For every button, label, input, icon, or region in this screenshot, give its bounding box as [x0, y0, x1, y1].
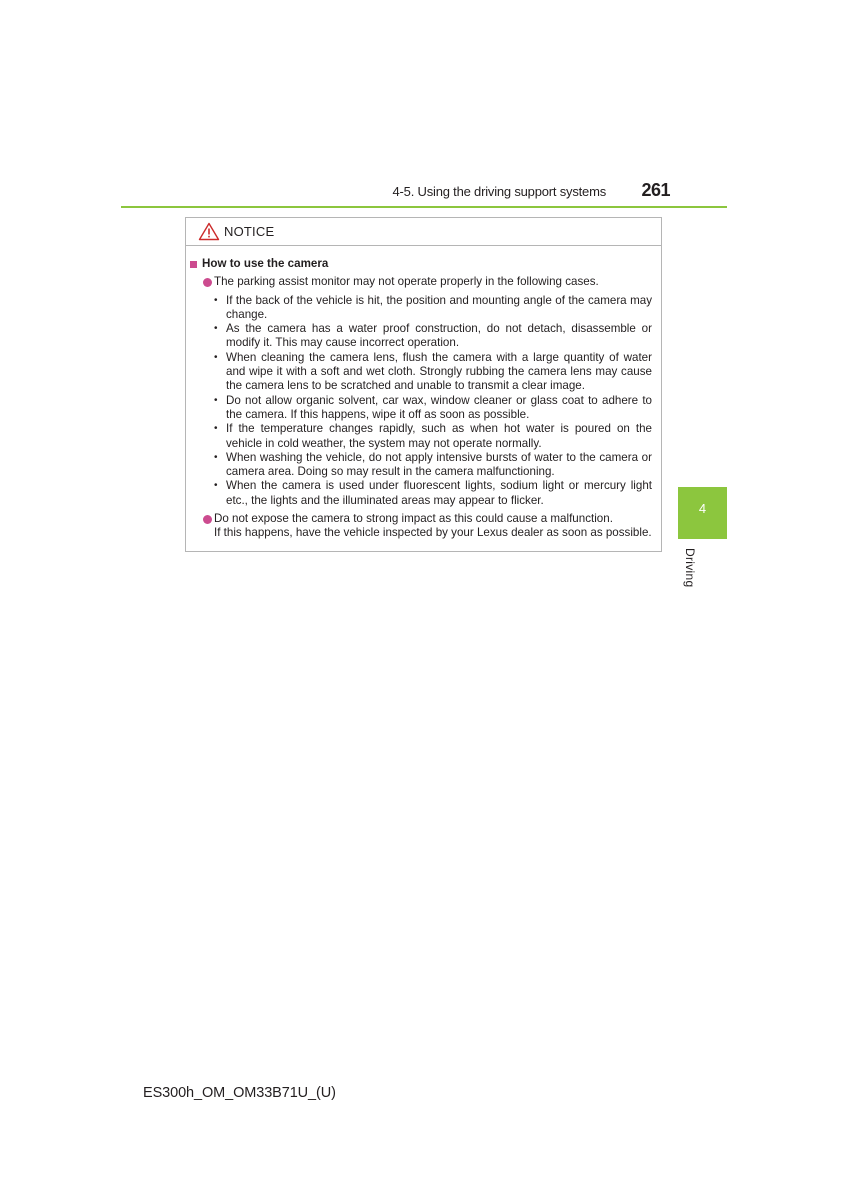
dot-icon: • [214, 480, 218, 492]
dot-icon: • [214, 351, 218, 363]
point-text: The parking assist monitor may not operate properly in the following cases. [214, 275, 599, 289]
notice-box [185, 217, 662, 552]
point-text-line1: Do not expose the camera to strong impact as this could cause a malfunction. [214, 512, 613, 526]
dot-icon: • [214, 323, 218, 335]
point-text-line2: If this happens, have the vehicle inspected by your Lexus dealer as soon as possible. [214, 526, 652, 540]
circle-bullet-icon [203, 515, 212, 524]
chapter-label: Driving [683, 548, 697, 588]
warning-triangle-icon [198, 222, 220, 241]
list-item: • As the camera has a water proof construction, do not detach, disassemble or modify it. This may cause incorrect operation. [214, 322, 652, 350]
square-bullet-icon [190, 261, 197, 268]
bullet-point [190, 275, 652, 289]
list-item: • If the back of the vehicle is hit, the position and mounting angle of the camera may change. [214, 293, 652, 321]
heading-text: How to use the camera [202, 257, 329, 270]
page-number: 261 [641, 180, 670, 200]
document-code: ES300h_OM_OM33B71U_(U) [143, 1085, 336, 1101]
notice-title: NOTICE [224, 224, 275, 239]
circle-bullet-icon [203, 278, 212, 287]
list-item: • When cleaning the camera lens, flush the camera with a large quantity of water and wipe it with a soft and wet cloth. Strongly rubbing the camera lens may cause the camera lens to be scratched and unable to transmit a clear image. [214, 350, 652, 393]
bullet-point [190, 512, 652, 541]
dot-icon: • [214, 294, 218, 306]
dot-icon: • [214, 451, 218, 463]
notice-body [186, 246, 661, 541]
dot-icon: • [214, 423, 218, 435]
header-rule [121, 206, 727, 208]
section-heading [190, 257, 652, 271]
section-title: 4-5. Using the driving support systems [392, 184, 606, 199]
sub-list [190, 294, 652, 508]
chapter-tab[interactable] [678, 487, 727, 539]
chapter-number: 4 [698, 501, 707, 516]
list-item: • If the temperature changes rapidly, such as when hot water is poured on the vehicle in cold weather, the system may not operate normally. [214, 422, 652, 450]
list-item: • When washing the vehicle, do not apply intensive bursts of water to the camera or camera area. Doing so may result in the camera malfunctioning. [214, 450, 652, 479]
list-item: • Do not allow organic solvent, car wax, window cleaner or glass coat to adhere to the camera. If this happens, wipe it off as soon as possible. [214, 393, 652, 421]
notice-header [186, 218, 661, 246]
list-item: • When the camera is used under fluorescent lights, sodium light or mercury light etc., the lights and the illuminated areas may appear to flicker. [214, 479, 652, 507]
dot-icon: • [214, 394, 218, 406]
